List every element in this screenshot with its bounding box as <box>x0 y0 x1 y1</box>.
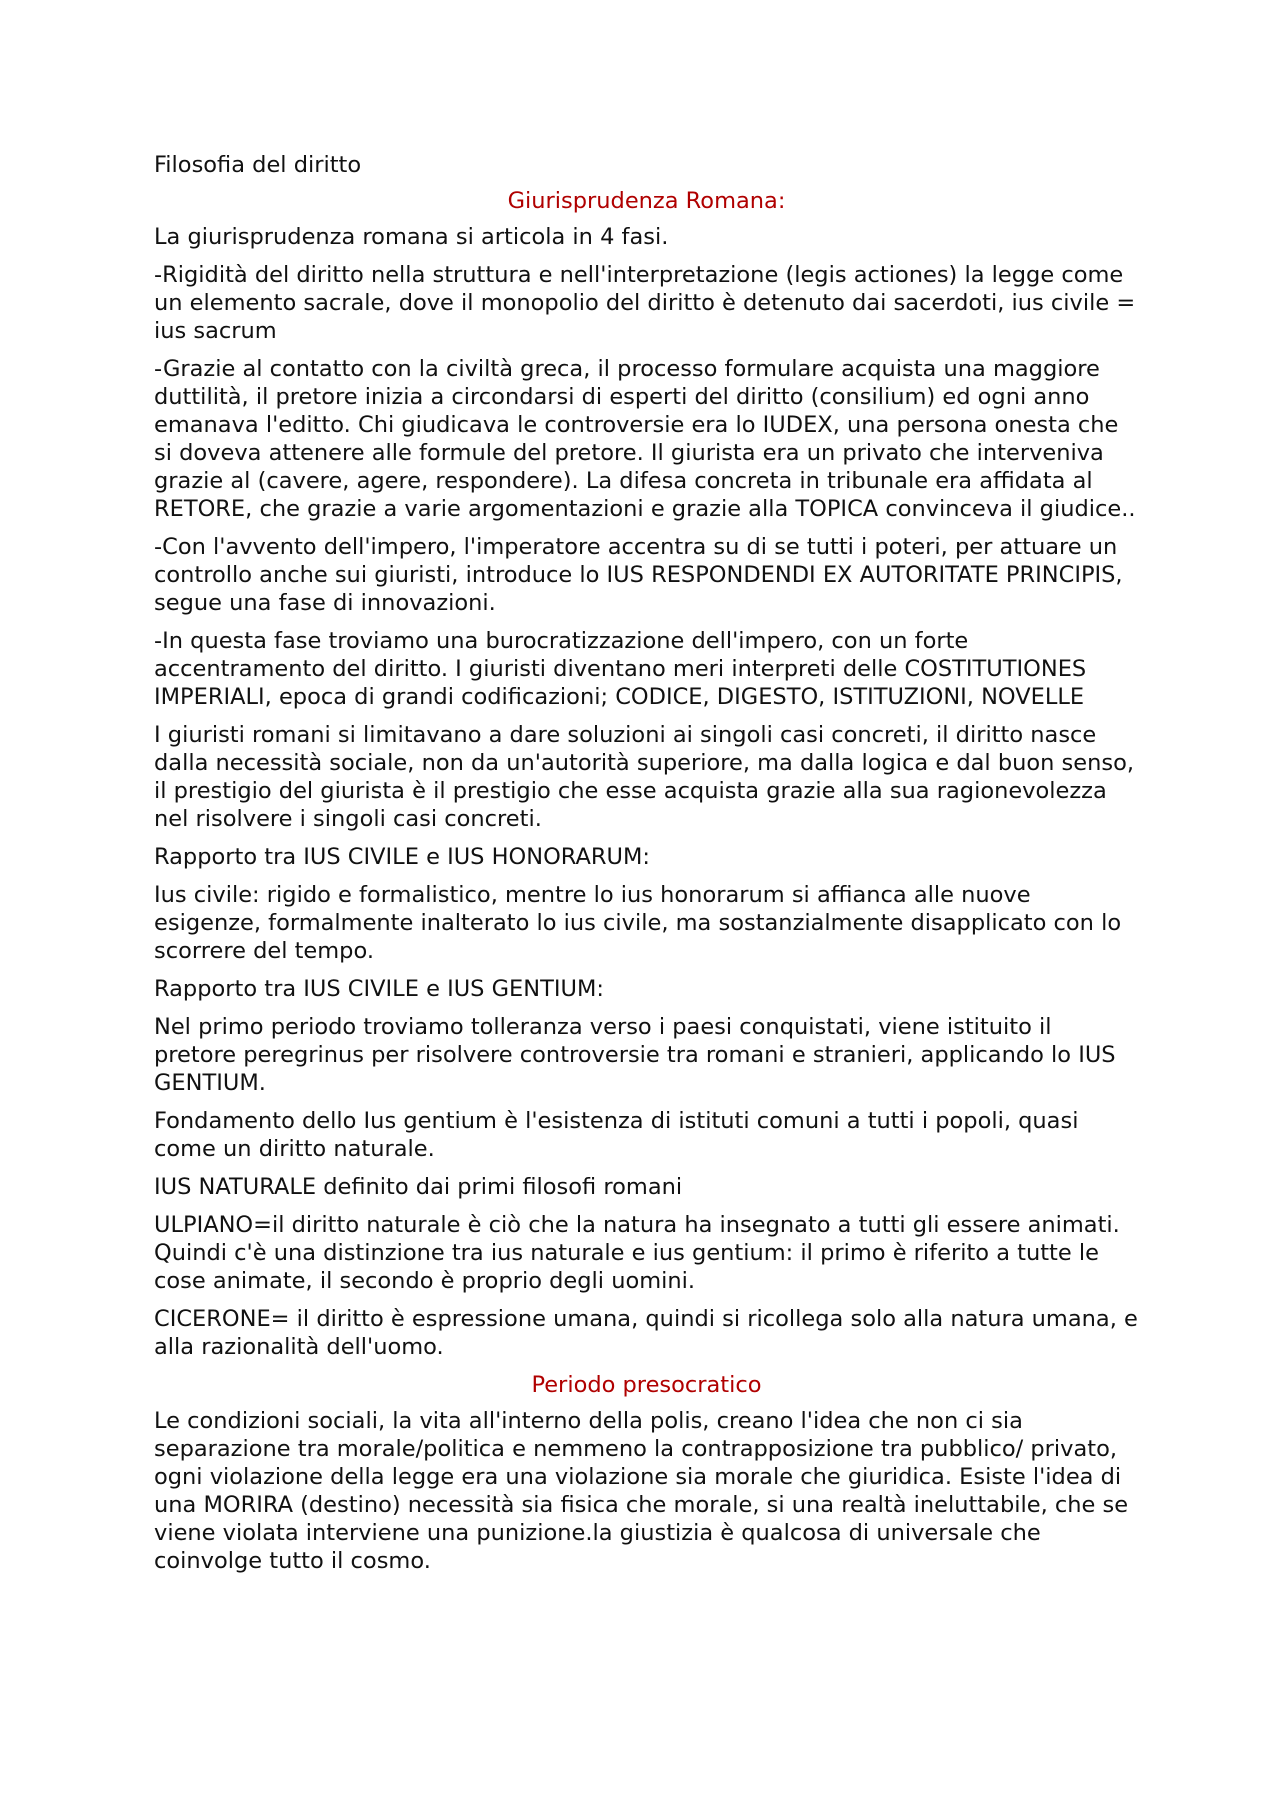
paragraph: Le condizioni sociali, la vita all'interno della polis, creano l'idea che non ci sia separazione tra morale/politica e nemmeno la contrapposizione tra pubblico/ privato, ogni violazione della legge era una violazione sia morale che giuridica. Esiste l'idea di una MORIRA (destino) necessità sia fisica che morale, si una realtà ineluttabile, che se viene violata interviene una punizione.la giustizia è qualcosa di universale che coinvolge tutto il cosmo. <box>154 1408 1129 1574</box>
paragraph: Rapporto tra IUS CIVILE e IUS GENTIUM: <box>154 976 604 1002</box>
paragraph: Fondamento dello Ius gentium è l'esistenza di istituti comuni a tutti i popoli, quasi come un diritto naturale. <box>154 1108 1079 1162</box>
paragraph: -In questa fase troviamo una burocratizzazione dell'impero, con un forte accentramento del diritto. I giuristi diventano meri interpreti delle COSTITUTIONES IMPERIALI, epoca di grandi codificazioni; CODICE, DIGESTO, ISTITUZIONI, NOVELLE <box>154 628 1087 710</box>
paragraph: ULPIANO=il diritto naturale è ciò che la natura ha insegnato a tutti gli essere animati. Quindi c'è una distinzione tra ius naturale e ius gentium: il primo è riferito a tutte le cose animate, il secondo è proprio degli uomini. <box>154 1212 1120 1294</box>
paragraph: -Grazie al contatto con la civiltà greca, il processo formulare acquista una maggiore duttilità, il pretore inizia a circondarsi di esperti del diritto (consilium) ed ogni anno emanava l'editto. Chi giudicava le controversie era lo IUDEX, una persona onesta che si doveva attenere alle formule del pretore. Il giurista era un privato che interveniva grazie al (cavere, agere, respondere). La difesa concreta in tribunale era affidata al RETORE, che grazie a varie argomentazioni e grazie alla TOPICA convinceva il giudice.. <box>154 356 1136 522</box>
document-page <box>154 151 1139 1585</box>
section-heading-periodo-presocratico: Periodo presocratico <box>531 1372 762 1398</box>
paragraph: Nel primo periodo troviamo tolleranza verso i paesi conquistati, viene istituito il pretore peregrinus per risolvere controversie tra romani e stranieri, applicando lo IUS GENTIUM. <box>154 1014 1116 1096</box>
paragraph: -Rigidità del diritto nella struttura e nell'interpretazione (legis actiones) la legge come un elemento sacrale, dove il monopolio del diritto è detenuto dai sacerdoti, ius civile = ius sacrum <box>154 262 1136 344</box>
paragraph: CICERONE= il diritto è espressione umana, quindi si ricollega solo alla natura umana, e alla razionalità dell'uomo. <box>154 1306 1138 1360</box>
paragraph: La giurisprudenza romana si articola in 4 fasi. <box>154 224 669 250</box>
section-body-giurisprudenza-romana <box>154 223 1139 1361</box>
paragraph: -Con l'avvento dell'impero, l'imperatore accentra su di se tutti i poteri, per attuare un controllo anche sui giuristi, introduce lo IUS RESPONDENDI EX AUTORITATE PRINCIPIS, segue una fase di innovazioni. <box>154 534 1123 616</box>
paragraph: Ius civile: rigido e formalistico, mentre lo ius honorarum si affianca alle nuove esigenze, formalmente inalterato lo ius civile, ma sostanzialmente disapplicato con lo scorrere del tempo. <box>154 882 1122 964</box>
paragraph: I giuristi romani si limitavano a dare soluzioni ai singoli casi concreti, il diritto nasce dalla necessità sociale, non da un'autorità superiore, ma dalla logica e dal buon senso, il prestigio del giurista è il prestigio che esse acquista grazie alla sua ragionevolezza nel risolvere i singoli casi concreti. <box>154 722 1135 832</box>
paragraph: IUS NATURALE definito dai primi filosofi romani <box>154 1174 683 1200</box>
section-heading-giurisprudenza-romana: Giurisprudenza Romana: <box>507 188 786 214</box>
paragraph: Rapporto tra IUS CIVILE e IUS HONORARUM: <box>154 844 650 870</box>
document-title: Filosofia del diritto <box>154 152 362 178</box>
section-body-periodo-presocratico <box>154 1407 1139 1575</box>
